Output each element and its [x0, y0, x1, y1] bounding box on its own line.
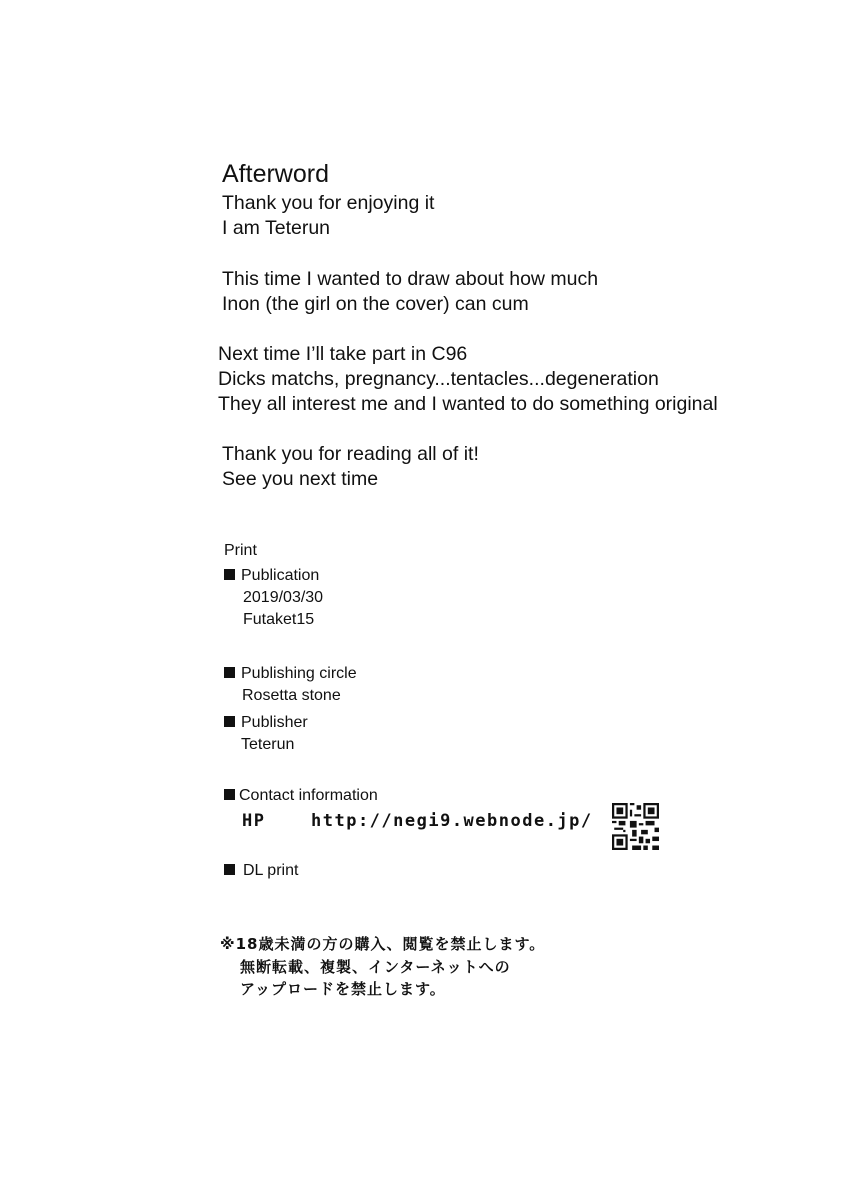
text-line: Dicks matchs, pregnancy...tentacles...degeneration — [218, 368, 659, 390]
text-line: Next time I’ll take part in C96 — [218, 343, 468, 365]
bullet-square-icon — [224, 864, 235, 875]
bullet-square-icon — [224, 667, 235, 678]
bullet-square-icon — [224, 789, 235, 800]
hp-label: HP — [242, 811, 266, 831]
publisher-label: Publisher — [224, 714, 308, 732]
hp-url[interactable]: http://negi9.webnode.jp/ — [311, 811, 593, 831]
circle-label: Publishing circle — [224, 665, 357, 683]
publication-label: Publication — [224, 567, 319, 585]
text-line: Inon (the girl on the cover) can cum — [222, 293, 529, 315]
colophon-heading: Print — [224, 542, 257, 559]
publication-date: 2019/03/30 — [243, 589, 324, 606]
publisher-name: Teterun — [241, 736, 295, 753]
event-name: Futaket15 — [243, 611, 315, 628]
text-line: This time I wanted to draw about how much — [222, 268, 599, 290]
notice-line: ※18歳未満の方の購入、閲覧を禁止します。 — [220, 935, 546, 953]
text-line: Thank you for reading all of it! — [222, 443, 479, 465]
circle-name: Rosetta stone — [242, 687, 341, 704]
text-line: They all interest me and I wanted to do something original — [218, 393, 718, 415]
notice-line: アップロードを禁止します。 — [240, 980, 446, 998]
text-line: Thank you for enjoying it — [222, 192, 435, 214]
contact-label: Contact information — [224, 787, 378, 805]
dl-print-label: DL print — [224, 862, 298, 880]
bullet-square-icon — [224, 569, 235, 580]
notice-line: 無断転載、複製、インターネットへの — [240, 958, 511, 976]
text-line: I am Teterun — [222, 217, 331, 239]
text-line: See you next time — [222, 468, 379, 490]
page-title: Afterword — [222, 160, 329, 188]
bullet-square-icon — [224, 716, 235, 727]
qr-code-icon — [612, 803, 659, 850]
